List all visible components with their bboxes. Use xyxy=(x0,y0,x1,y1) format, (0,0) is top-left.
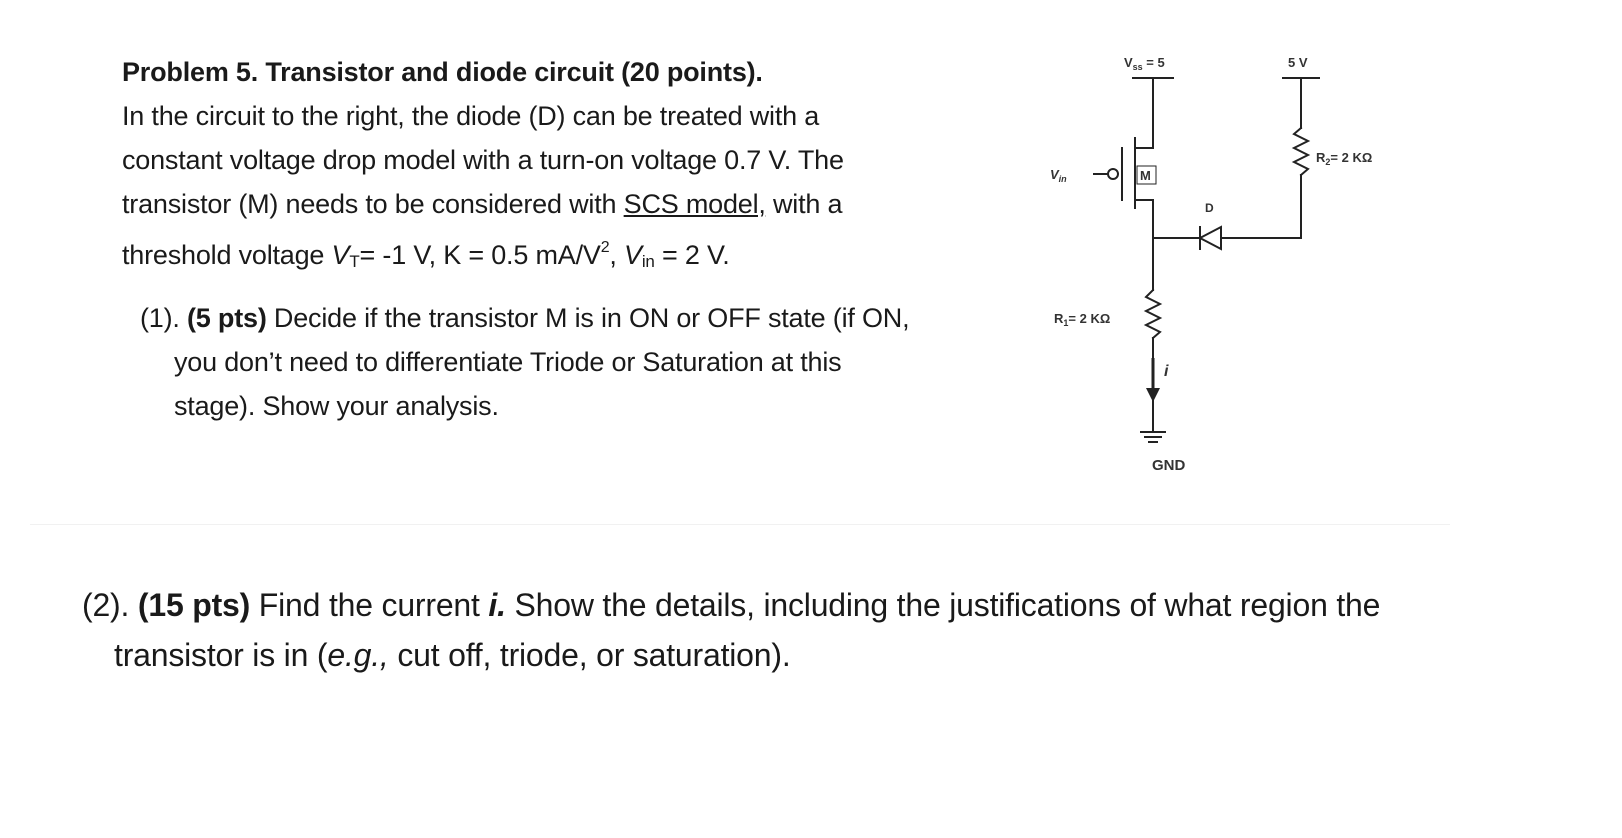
vin-symbol: V xyxy=(624,240,642,270)
part-2-points: (15 pts) xyxy=(137,587,251,623)
part-1-text: Decide if the transistor M is in ON or OFF state (if ON, xyxy=(266,303,910,333)
part-1-line-2: you don’t need to differentiate Triode or Saturation at this xyxy=(174,347,842,377)
vt-subscript: T xyxy=(349,252,360,271)
vt-value: = -1 V, K = 0.5 mA/V xyxy=(359,240,601,270)
vt-symbol: V xyxy=(331,240,350,270)
part-2-label: (2). xyxy=(82,587,138,623)
part-2-text: cut off, triode, or saturation). xyxy=(388,637,791,673)
divider xyxy=(30,524,1450,525)
current-label: i xyxy=(1164,363,1169,380)
problem-text: constant voltage drop model with a turn-on voltage 0.7 V. The xyxy=(122,145,844,175)
current-symbol: i. xyxy=(488,587,506,623)
problem-text: transistor (M) needs to be considered with xyxy=(122,189,624,219)
gnd-label: GND xyxy=(1152,457,1186,474)
problem-line-2 xyxy=(122,138,1002,182)
problem-line-4 xyxy=(122,226,1002,284)
problem-line-3 xyxy=(122,182,1002,226)
separator: , xyxy=(609,240,624,270)
resistor-r2-zigzag xyxy=(1294,128,1308,175)
unit-superscript: 2 xyxy=(600,239,610,256)
part-1-line-1 xyxy=(140,296,909,340)
part-2-text: Find the current xyxy=(250,587,489,623)
vss-label: $V_{ss} = 5$ xyxy=(1124,55,1165,72)
part-2-line-2 xyxy=(82,630,1380,680)
problem-title: Problem 5. Transistor and diode circuit (20 points). xyxy=(122,57,763,87)
current-arrow-head xyxy=(1146,388,1160,402)
supply-label: 5 V xyxy=(1288,55,1308,70)
problem-text: In the circuit to the right, the diode (D) can be treated with a xyxy=(122,101,820,131)
circuit-diagram xyxy=(1030,40,1470,490)
part-2-question xyxy=(82,580,1380,680)
resistor-r1-zigzag xyxy=(1146,290,1160,338)
diode-triangle xyxy=(1200,227,1221,249)
part-1-question xyxy=(140,296,909,428)
part-2-text: transistor is in ( xyxy=(114,637,328,673)
problem-text: threshold voltage xyxy=(122,240,332,270)
vin-label: $V_{in}$ xyxy=(1050,167,1067,184)
vin-value: = 2 V. xyxy=(654,240,730,270)
problem-text: with a xyxy=(765,189,843,219)
problem-statement xyxy=(122,50,1002,284)
transistor-label: M xyxy=(1140,168,1151,183)
scs-model-term: SCS model, xyxy=(623,189,766,219)
part-1-line-3: stage). Show your analysis. xyxy=(174,391,499,421)
vin-subscript: in xyxy=(641,252,655,271)
part-1-points: (5 pts) xyxy=(187,303,267,333)
r2-label: $R_2= 2$ KΩ xyxy=(1316,150,1373,167)
r1-label: $R_1= 2$ KΩ xyxy=(1054,311,1111,328)
eg-abbrev: e.g., xyxy=(327,637,389,673)
diode-label: D xyxy=(1205,201,1214,215)
part-1-label: (1). xyxy=(140,303,188,333)
gate-bubble xyxy=(1108,169,1118,179)
part-2-text: Show the details, including the justifications of what region the xyxy=(505,587,1381,623)
part-2-line-1 xyxy=(82,580,1380,630)
problem-line-1 xyxy=(122,94,1002,138)
